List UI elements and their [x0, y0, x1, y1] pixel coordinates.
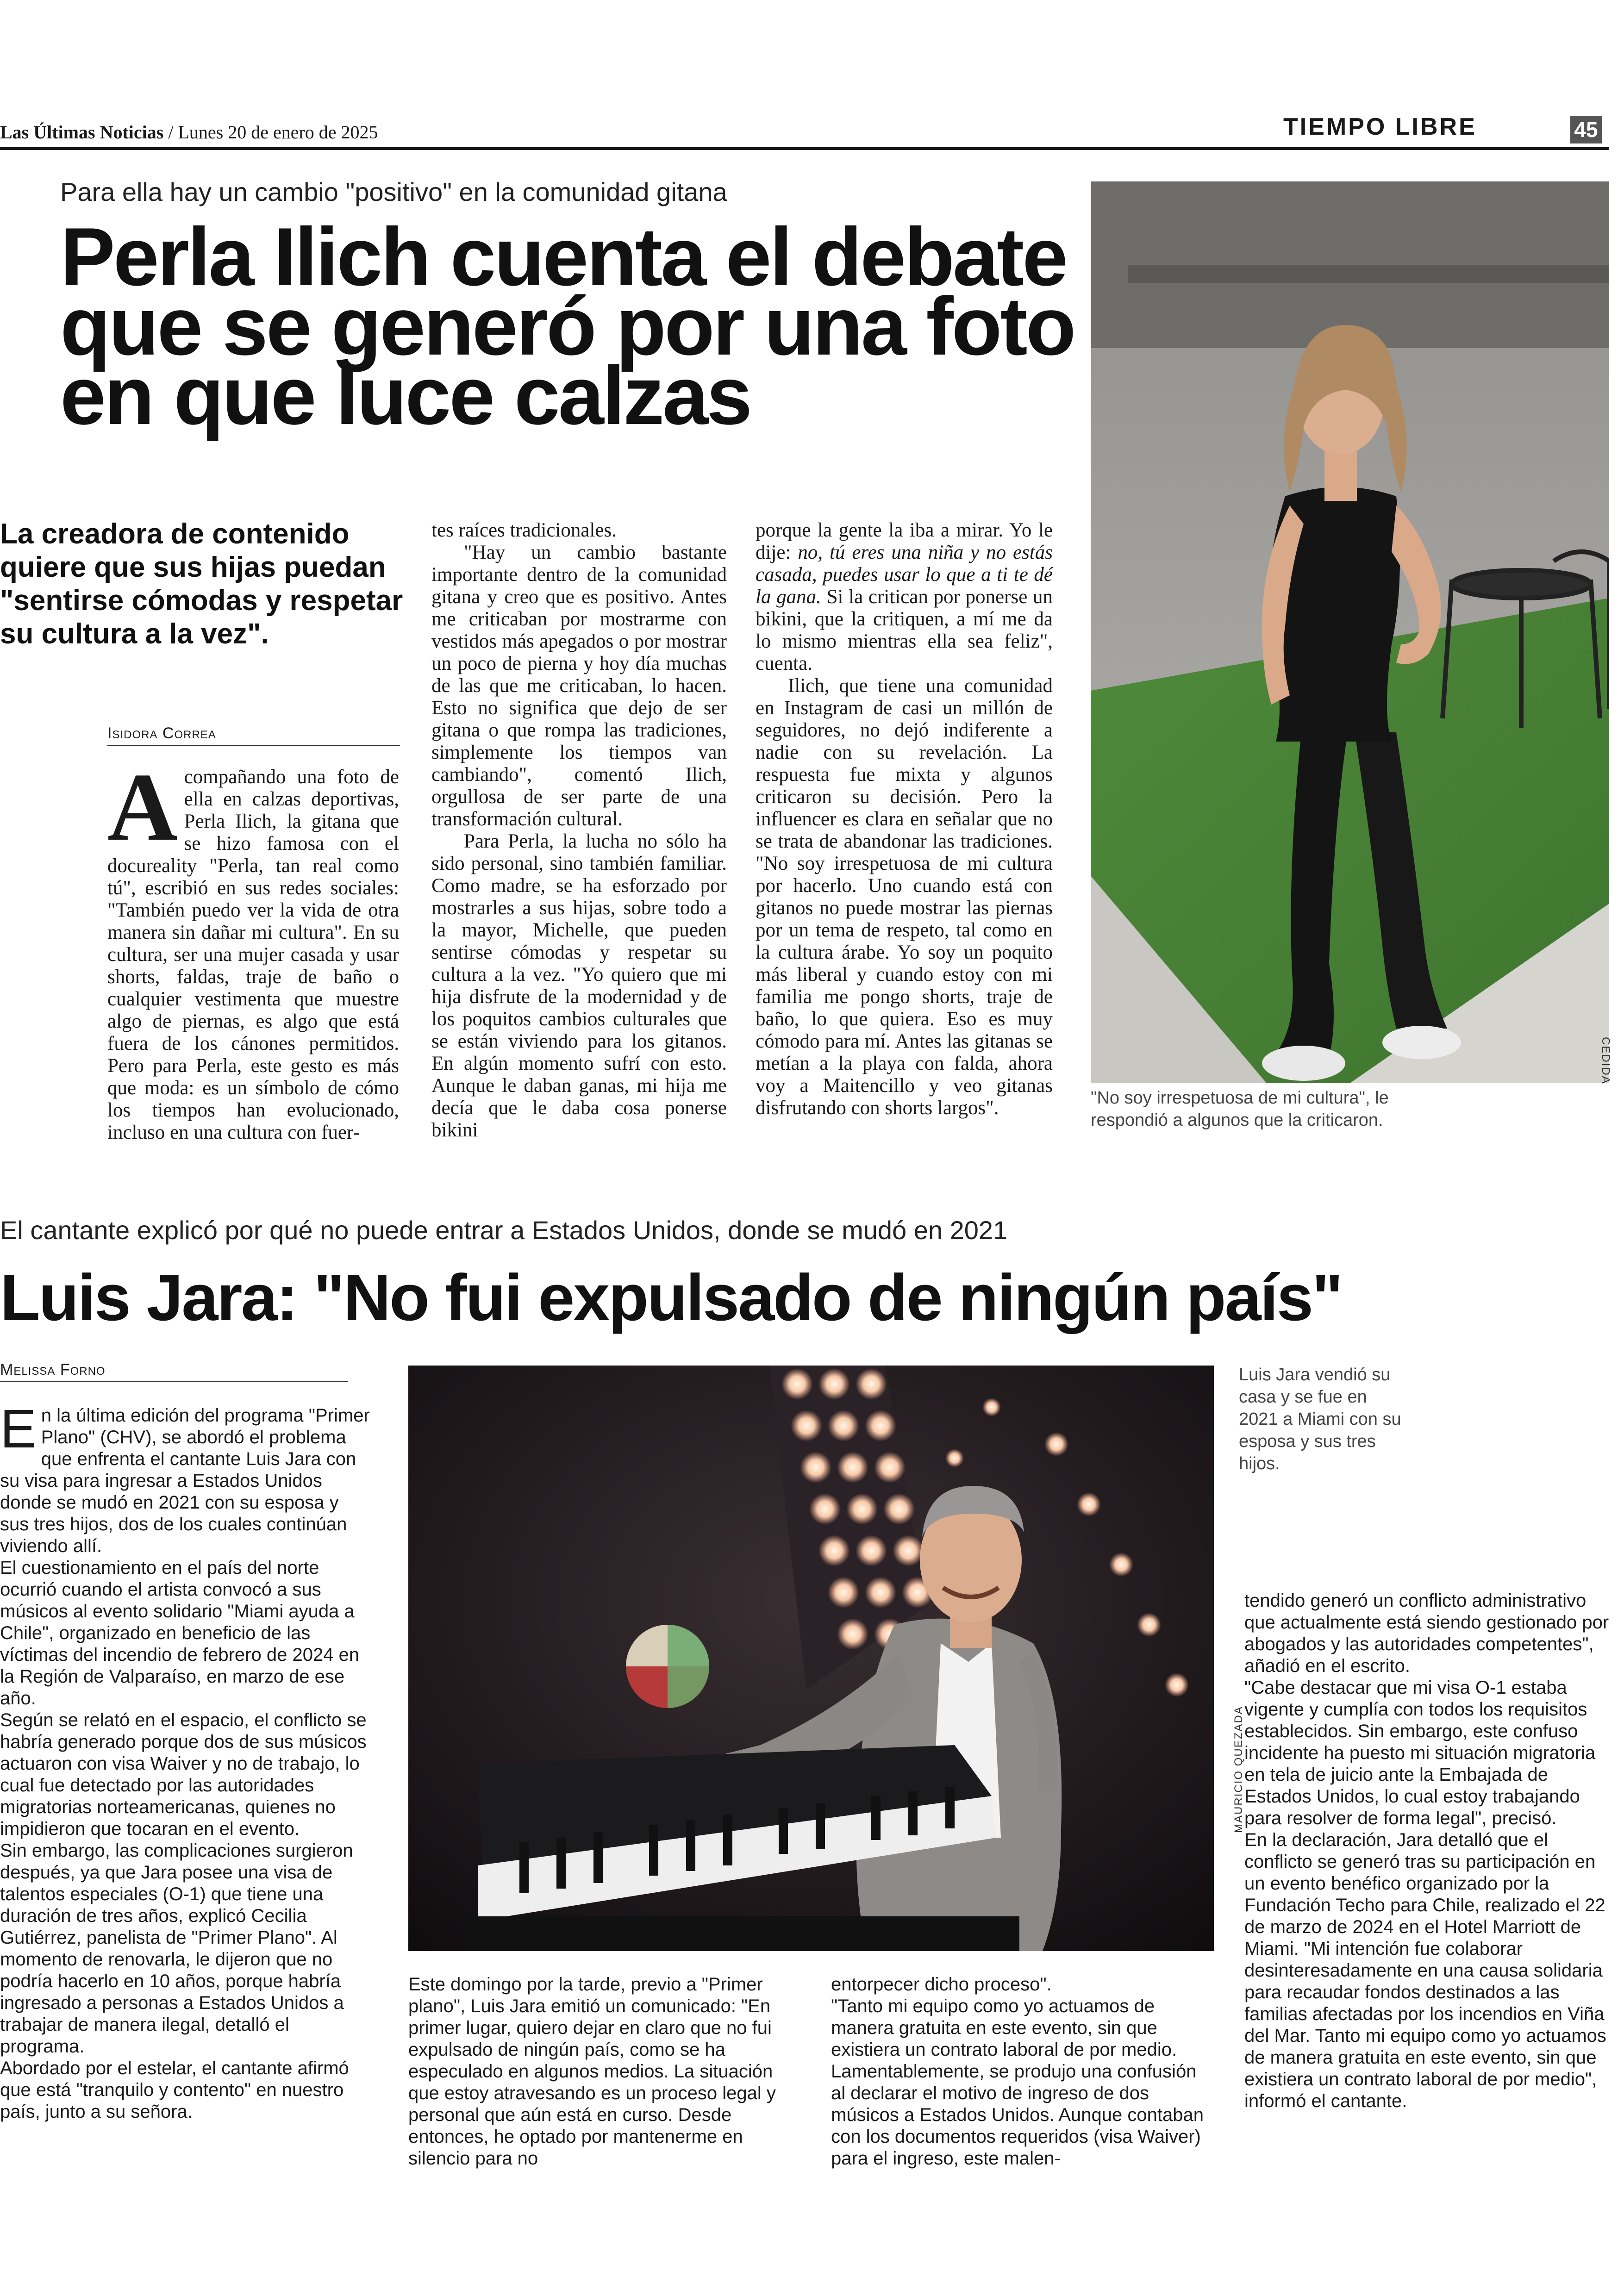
article2-caption: Luis Jara vendió su casa y se fue en 2021 a Miami con su esposa y sus tres hijos. [1239, 1365, 1401, 1473]
paragraph: n la última edición del programa "Primer Plano" (CHV), se abordó el problema que enfrenta el cantante Luis Jara con su visa para ingresar a Estados Unidos donde se mudó en 2021 con su esposa y sus tres hijos, dos de los cuales continúan viviendo allí. [0, 1405, 370, 1556]
article2-kicker: El cantante explicó por qué no puede entrar a Estados Unidos, donde se mudó en 2021 [0, 1216, 1008, 1245]
article2-column-4 [1244, 1590, 1610, 2112]
paper-name: Las Últimas Noticias [0, 122, 164, 143]
text-run: Si la critican por ponerse un bikini, que la critiquen, a mí me da lo mismo mientras ella sea feliz", cuenta. [756, 586, 1053, 674]
article2-headline: Luis Jara: "No fui expulsado de ningún país" [0, 1261, 1342, 1335]
paragraph: En la declaración, Jara detalló que el conflicto se generó tras su participación en un evento benéfico organizado por la Fundación Techo para Chile, realizado el 22 de marzo de 2024 en el Hotel Marriott de Miami. "Mi intención fue colaborar desinteresadamente en una causa solidaria para recaudar fondos destinados a las familias afectadas por los incendios en Viña del Mar. Tanto mi equipo como yo actuamos de manera gratuita en este evento, sin que existiera un contrato laboral de por medio", informó el cantante. [1244, 1830, 1606, 2111]
article1-column-1 [107, 754, 399, 1144]
paragraph: Sin embargo, las complicaciones surgieron después, ya que Jara posee una visa de talentos especiales (O-1) que tiene una duración de tres años, explicó Cecilia Gutiérrez, panelista de "Primer Plano". Al momento de renovarla, le dijeron que no podría hacerlo en 10 años, porque habría ingresado a personas a Estados Unidos a trabajar de manera ilegal, detalló el programa. [0, 1840, 353, 2057]
dropcap: E [0, 1398, 37, 1459]
article1-headline [60, 211, 1079, 442]
page-number: 45 [1570, 116, 1602, 143]
article1-lead: La creadora de contenido quiere que sus hijas puedan "sentirse cómodas y respetar su cultura a la vez". [0, 518, 403, 650]
article1-photo [1091, 181, 1609, 1083]
byline-rule [0, 1381, 348, 1382]
headline-line: Perla Ilich cuenta el debate [60, 211, 1067, 303]
paragraph: Ilich, que tiene una comunidad en Instagram de casi un millón de seguidores, no dejó indiferente a nadie con su revelación. La respuesta fue mixta y algunos criticaron su decisión. Pero la influencer es clara en señalar que no se trata de abandonar las tradiciones. "No soy irrespetuosa de mi cultura por hacerlo. Uno cuando está con gitanos no puede mostrar las piernas por un tema de respeto, tal como en la cultura árabe. Yo soy un poquito más liberal y cuando estoy con mi familia me pongo shorts, traje de baño, lo que quiera. Eso es muy cómodo para mí. Antes las gitanas se metían a la playa con falda, ahora voy a Maitencillo y veo gitanas disfrutando con shorts largos". [756, 675, 1053, 1119]
paragraph: Según se relató en el espacio, el conflicto se habría generado porque dos de sus músicos actuaron con visa Waiver y no de trabajo, lo cual fue detectado por las autoridades migratorias norteamericanas, quienes no impidieron que tocaran en el evento. [0, 1710, 367, 1839]
paragraph: "Tanto mi equipo como yo actuamos de manera gratuita en este evento, sin que existiera un contrato laboral de por medio. Lamentablemente, se produjo una confusión al declarar el motivo de ingreso de dos músicos a Estados Unidos. Aunque contaban con los documentos requeridos (visa Waiver) para el ingreso, este malen- [831, 1996, 1204, 2169]
paragraph: El cuestionamiento en el país del norte ocurrió cuando el artista convocó a sus músicos al evento solidario "Miami ayuda a Chile", organizado en beneficio de las víctimas del incendio de febrero de 2024 en la Región de Valparaíso, en marzo de ese año. [0, 1558, 360, 1709]
article2-column-2 [408, 1974, 788, 2170]
byline-rule [107, 745, 400, 746]
article1-photo-credit: CEDIDA [1599, 1037, 1612, 1085]
issue-date: Lunes 20 de enero de 2025 [178, 122, 378, 143]
text-run: porque la gente la iba a mirar. Yo le dije: [756, 519, 1053, 563]
header-separator: / [168, 122, 174, 143]
paragraph: "Hay un cambio bastante importante dentro de la comunidad gitana y creo que es positivo. Antes me criticaban por mostrarme con vestidos más apegados o por mostrar un poco de pierna y hoy día muchas de las que me criticaban, lo hacen. Esto no significa que dejo de ser gitana o que rompa las tradiciones, simplemente los tiempos van cambiando", comentó Ilich, orgullosa de ser parte de una transformación cultural. [431, 542, 727, 830]
article2-column-1 [0, 1398, 370, 2123]
headline-line: en que luce calzas [60, 349, 751, 442]
perla-photo-illustration [1091, 181, 1609, 1083]
article1-byline: Isidora Correa [107, 724, 216, 742]
paragraph: "Cabe destacar que mi visa O-1 estaba vigente y cumplía con todos los requisitos establecidos. Sin embargo, este confuso incidente ha puesto mi situación migratoria en tela de juicio ante la Embajada de Estados Unidos, lo cual estoy trabajando para resolver de forma legal", precisó. [1244, 1678, 1596, 1828]
luis-jara-photo-illustration [408, 1366, 1214, 1951]
article2-byline: Melissa Forno [0, 1361, 106, 1378]
paragraph: Abordado por el estelar, el cantante afirmó que está "tranquilo y contento" en nuestro país, junto a su señora. [0, 2058, 349, 2122]
paragraph: Para Perla, la lucha no sólo ha sido personal, sino también familiar. Como madre, se ha esforzado por mostrarles a sus hijas, sobre todo a la mayor, Michelle, que pueden sentirse cómodas y respetar su cultura a la vez. "Yo quiero que mi hija disfrute de la modernidad y de los poquitos cambios culturales que se están viviendo para los gitanos. En algún momento sufrí con esto. Aunque le daban ganas, mi hija me decía que le daba cosa ponerse bikini [431, 830, 727, 1141]
paragraph: tes raíces tradicionales. [431, 519, 617, 541]
headline-line: que se generó por una foto [60, 280, 1074, 372]
masthead [0, 121, 378, 143]
paragraph: compañando una foto de ella en calzas deportivas, Perla Ilich, la gitana que se hizo famosa con el docureality "Perla, tan real como tú", escribió en sus redes sociales: "También puedo ver la vida de otra manera sin dañar mi cultura". En su cultura, ser una mujer casada y usar shorts, faldas, traje de baño o cualquier vestimenta que muestre algo de piernas, es algo que está fuera de los cánones permitidos. Pero para Perla, este gesto es más que moda: es un símbolo de cómo los tiempos han evolucionado, incluso en una cultura con fuer- [107, 766, 399, 1143]
paragraph: Este domingo por la tarde, previo a "Primer plano", Luis Jara emitió un comunicado: "En primer lugar, quiero dejar en claro que no fui expulsado de ningún país, como se ha especulado en algunos medios. La situación que estoy atravesando es un proceso legal y personal que aún está en curso. Desde entonces, he optado por mantenerme en silencio para no [408, 1974, 776, 2169]
paragraph: tendido generó un conflicto administrativo que actualmente está siendo gestionado por abogados y las autoridades competentes", añadió en el escrito. [1244, 1590, 1609, 1676]
section-name: TIEMPO LIBRE [1283, 113, 1477, 140]
paragraph [756, 519, 1053, 675]
dropcap: A [107, 754, 178, 861]
header-rule [0, 147, 1609, 150]
paragraph: entorpecer dicho proceso". [831, 1974, 1052, 1995]
italic-quote: no, tú eres una niña y no estás casada, puedes usar lo que a ti te dé la gana. [756, 542, 1053, 608]
article2-photo-credit: MAURICIO QUEZADA [1232, 1706, 1245, 1833]
article1-kicker: Para ella hay un cambio "positivo" en la comunidad gitana [60, 177, 727, 206]
article1-column-2 [431, 519, 727, 1141]
article1-caption: "No soy irrespetuosa de mi cultura", le respondió a algunos que la criticaron. [1091, 1088, 1389, 1130]
article2-photo [408, 1366, 1214, 1951]
article2-column-3 [831, 1974, 1211, 2170]
article1-column-3 [756, 519, 1053, 1119]
